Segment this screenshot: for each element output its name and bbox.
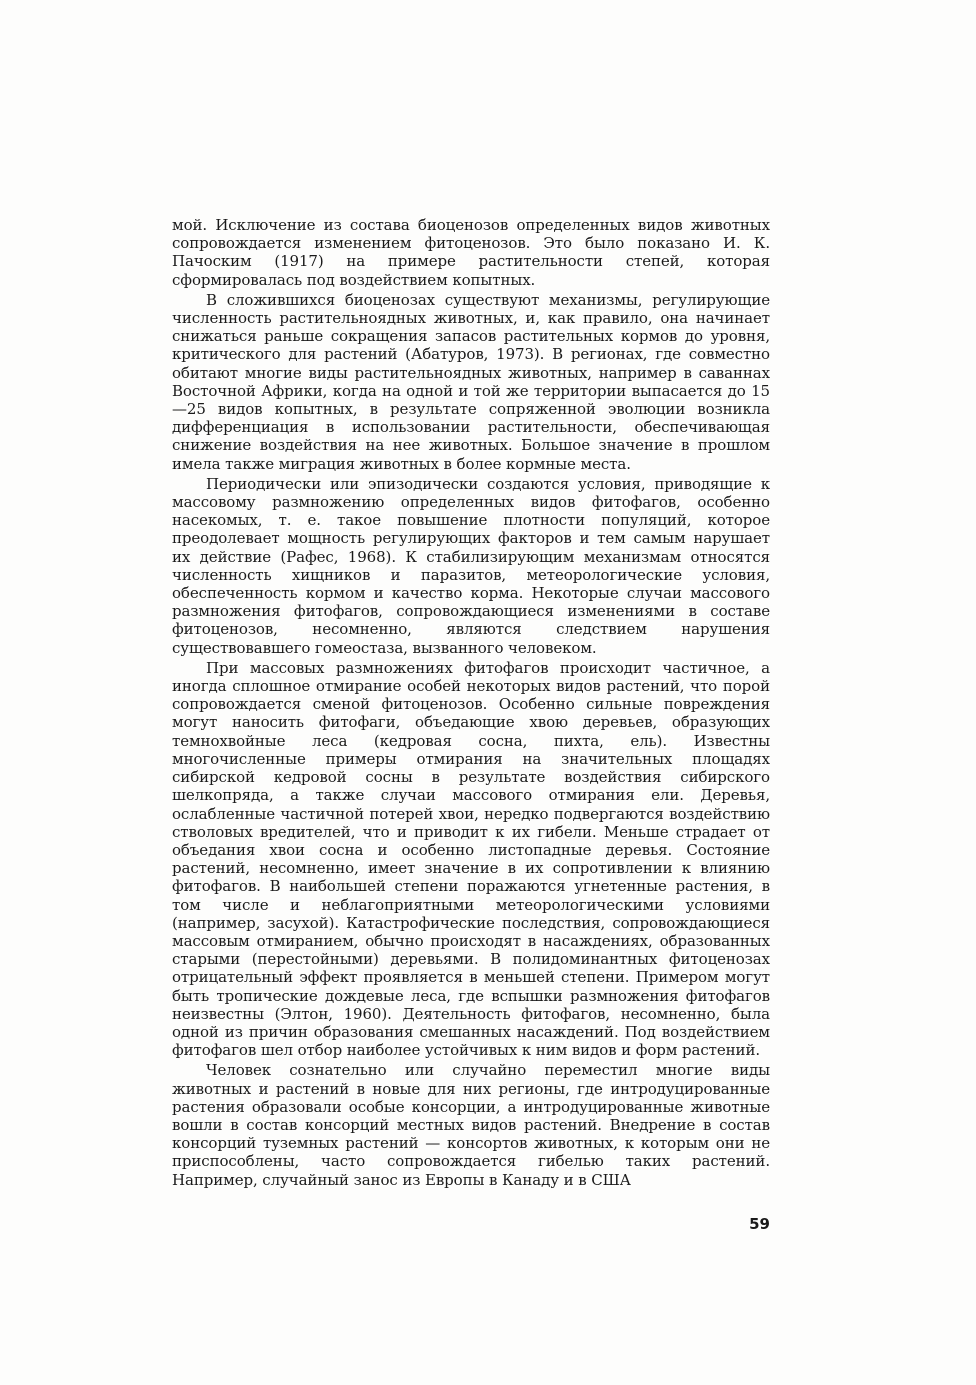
paragraph: При массовых размножениях фитофагов происходит частичное, а иногда сплошное отмирание особей некоторых видов растений, что порой сопровождается сменой фитоценозов. Особенно сильные повреждения могут наносить фитофаги, объедающие хвою деревьев, образующих темнохвойные леса (кедровая сосна, пихта, ель). Известны многочисленные примеры отмирания на значительных площадях сибирской кедровой сосны в результате воздействия сибирского шелкопряда, а также случаи массового отмирания ели. Деревья, ослабленные частичной потерей хвои, нередко подвергаются воздействию стволовых вредителей, что и приводит к их гибели. Меньше страдает от объедания хвои сосна и особенно листопадные деревья. Состояние растений, несомненно, имеет значение в их сопротивлении к влиянию фитофагов. В наибольшей степени поражаются угнетенные растения, в том числе и неблагоприятными метеорологическими условиями (например, засухой). Катастрофические последствия, сопровождающиеся массовым отмиранием, обычно происходят в насаждениях, образованных старыми (перестойными) деревьями. В полидоминантных фитоценозах отрицательный эффект проявляется в меньшей степени. Примером могут быть тропические дождевые леса, где вспышки размножения фитофагов неизвестны (Элтон, 1960). Деятельность фитофагов, несомненно, была одной из причин образования смешанных насаждений. Под воздействием фитофагов шел отбор наиболее устойчивых к ним видов и форм растений. (172, 658, 770, 1060)
paragraph-continuation: мой. Исключение из состава биоценозов определенных видов животных сопровождается изменением фитоценозов. Это было показано И. К. Пачоским (1917) на примере растительности степей, которая сформировалась под воздействием копытных. (172, 216, 770, 289)
paragraph: Периодически или эпизодически создаются условия, приводящие к массовому размножению определенных видов фитофагов, особенно насекомых, т. е. такое повышение плотности популяций, которое преодолевает мощность регулирующих факторов и тем самым нарушает их действие (Рафес, 1968). К стабилизирующим механизмам относятся численность хищников и паразитов, метеорологические условия, обеспеченность кормом и качество корма. Некоторые случаи массового размножения фитофагов, сопровождающиеся изменениями в составе фитоценозов, несомненно, являются следствием нарушения существовавшего гомеостаза, вызванного человеком. (172, 474, 770, 657)
body-text (172, 216, 770, 1191)
page-number: 59 (749, 1215, 770, 1233)
paragraph: Человек сознательно или случайно переместил многие виды животных и растений в новые для них регионы, где интродуцированные растения образовали особые консорции, а интродуцированные животные вошли в состав консорций местных видов растений. Внедрение в состав консорций туземных растений — консортов животных, к которым они не приспособлены, часто сопровождается гибелью таких растений. Например, случайный занос из Европы в Канаду и в США (172, 1061, 770, 1189)
paragraph: В сложившихся биоценозах существуют механизмы, регулирующие численность растительноядных животных, и, как правило, она начинает снижаться раньше сокращения запасов растительных кормов до уровня, критического для растений (Абатуров, 1973). В регионах, где совместно обитают многие виды растительноядных животных, например в саваннах Восточной Африки, когда на одной и той же территории выпасается до 15—25 видов копытных, в результате сопряженной эволюции возникла дифференциация в использовании растительности, обеспечивающая снижение воздействия на нее животных. Большое значение в прошлом имела также миграция животных в более кормные места. (172, 290, 770, 473)
